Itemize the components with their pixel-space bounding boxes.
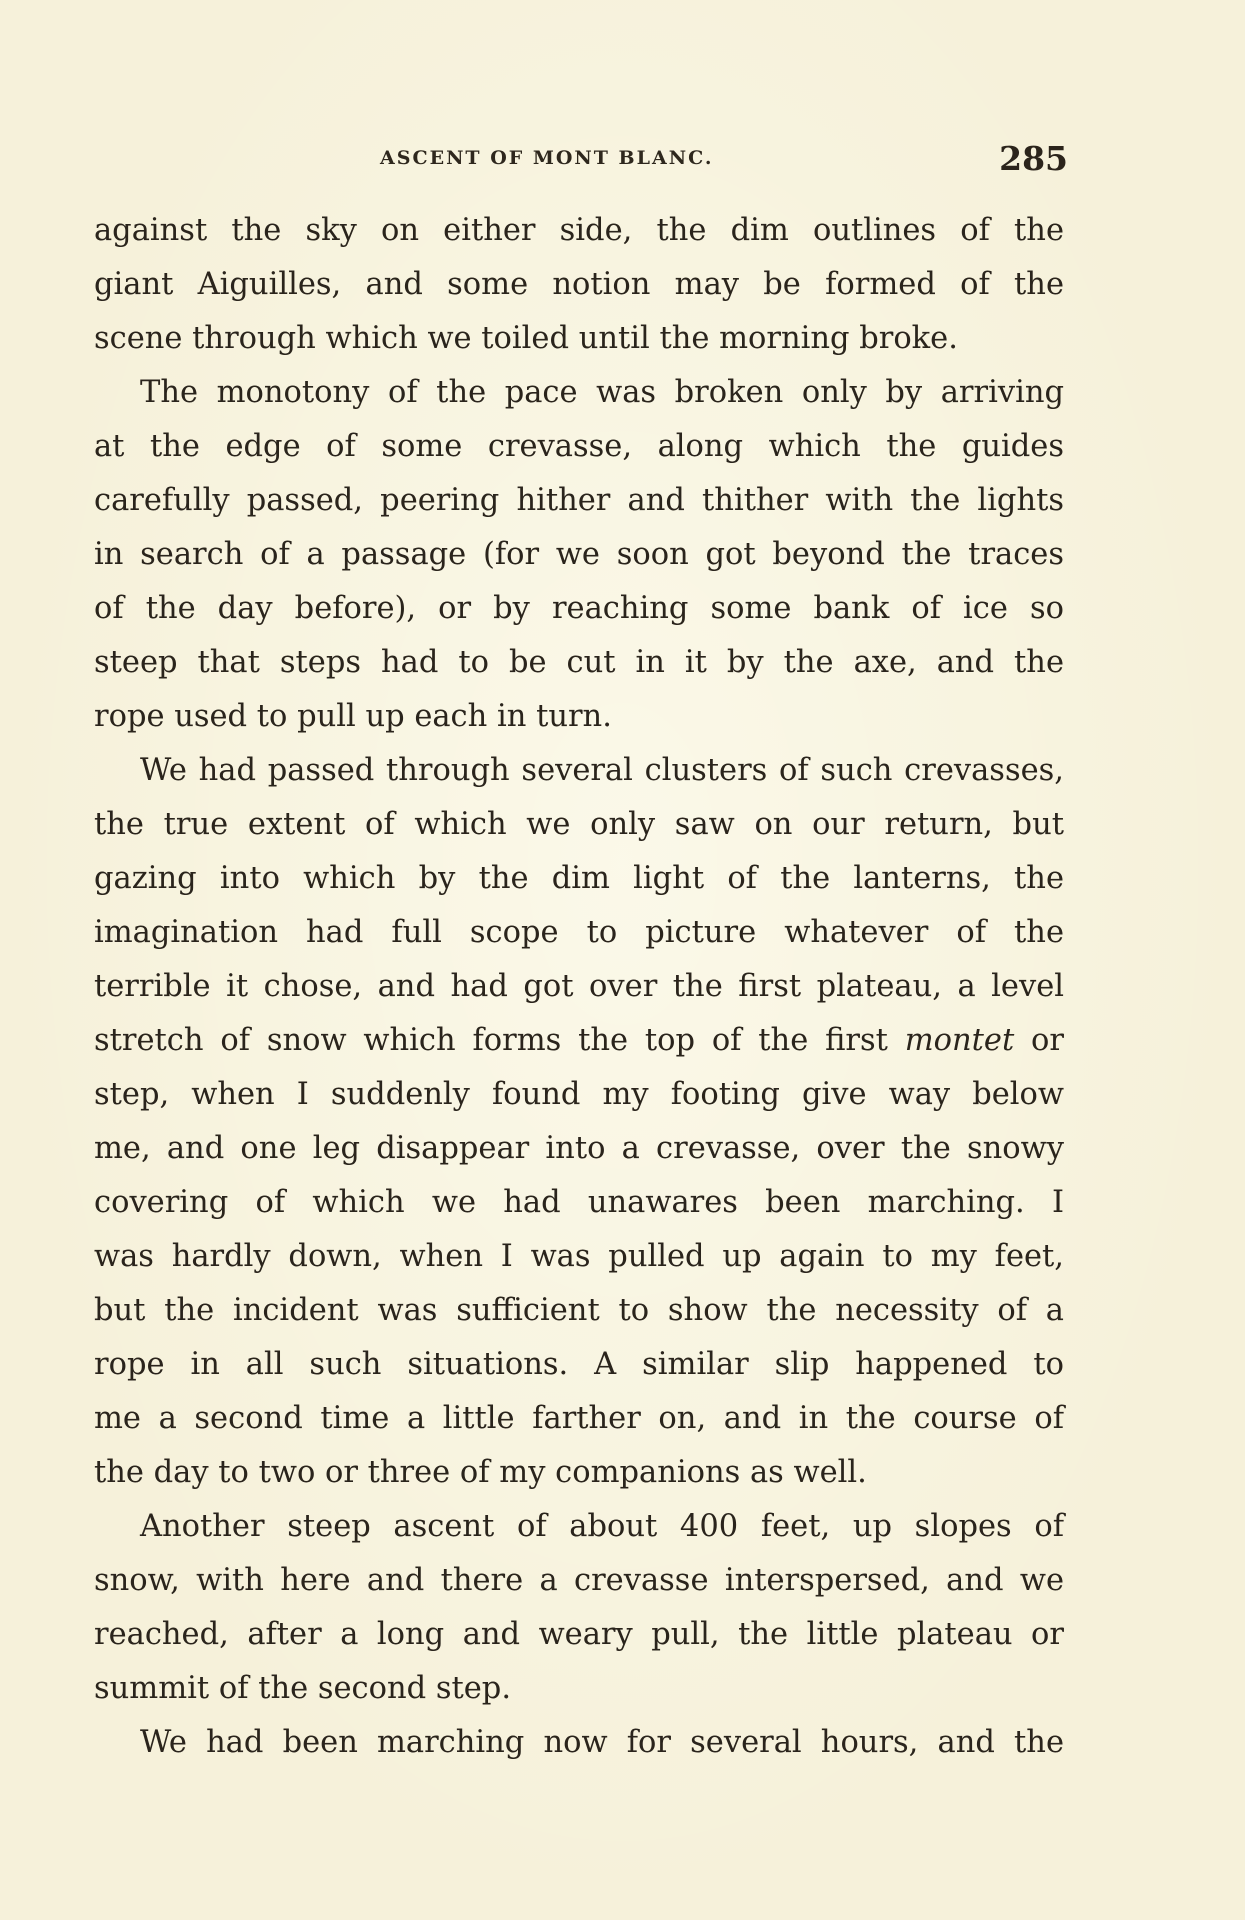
running-head — [380, 139, 1068, 178]
text-line: scene through which we toiled until the morning broke. — [94, 321, 958, 356]
text-line: terrible it chose, and had got over the first plateau, a level — [94, 969, 1064, 1004]
text-line: rope used to pull up each in turn. — [94, 699, 612, 734]
text-line: imagination had full scope to picture whatever of the — [94, 915, 1064, 950]
text-line: snow, with here and there a crevasse interspersed, and we — [94, 1563, 1064, 1598]
paragraph-first-line: The monotony of the pace was broken only by arriving — [140, 375, 1064, 410]
text-line: gazing into which by the dim light of the lanterns, the — [94, 861, 1064, 896]
text-line: but the incident was sufficient to show the necessity of a — [94, 1293, 1064, 1328]
paragraph-first-line: We had been marching now for several hours, and the — [140, 1725, 1064, 1760]
italic-term: montet — [904, 1023, 1015, 1058]
text-line: of the day before), or by reaching some bank of ice so — [94, 591, 1064, 626]
text-line: the day to two or three of my companions as well. — [94, 1455, 867, 1490]
paragraph-first-line: Another steep ascent of about 400 feet, up slopes of — [140, 1509, 1064, 1544]
text-line: the true extent of which we only saw on our return, but — [94, 807, 1064, 842]
text-run: stretch of snow which forms the top of the first — [94, 1023, 905, 1058]
text-line: was hardly down, when I was pulled up again to my feet, — [94, 1239, 1064, 1274]
text-line: carefully passed, peering hither and thither with the lights — [94, 483, 1064, 518]
page-number: 285 — [999, 139, 1068, 178]
text-line: reached, after a long and weary pull, the little plateau or — [94, 1617, 1064, 1652]
body-text — [94, 204, 1064, 1770]
text-line: in search of a passage (for we soon got beyond the traces — [94, 537, 1064, 572]
text-line: giant Aiguilles, and some notion may be formed of the — [94, 267, 1064, 302]
text-line: against the sky on either side, the dim outlines of the — [94, 213, 1064, 248]
text-line: at the edge of some crevasse, along which the guides — [94, 429, 1064, 464]
text-line: step, when I suddenly found my footing give way below — [94, 1077, 1064, 1112]
text-line — [94, 1014, 1064, 1068]
text-line: covering of which we had unawares been marching. I — [94, 1185, 1064, 1220]
running-head-title: ASCENT OF MONT BLANC. — [380, 147, 714, 169]
text-line: steep that steps had to be cut in it by the axe, and the — [94, 645, 1064, 680]
text-line: me a second time a little farther on, and in the course of — [94, 1401, 1064, 1436]
text-line: me, and one leg disappear into a crevasse, over the snowy — [94, 1131, 1064, 1166]
paragraph-first-line: We had passed through several clusters of such crevasses, — [140, 753, 1064, 788]
text-run: or — [1014, 1023, 1064, 1058]
text-line: rope in all such situations. A similar slip happened to — [94, 1347, 1064, 1382]
text-line: summit of the second step. — [94, 1671, 512, 1706]
